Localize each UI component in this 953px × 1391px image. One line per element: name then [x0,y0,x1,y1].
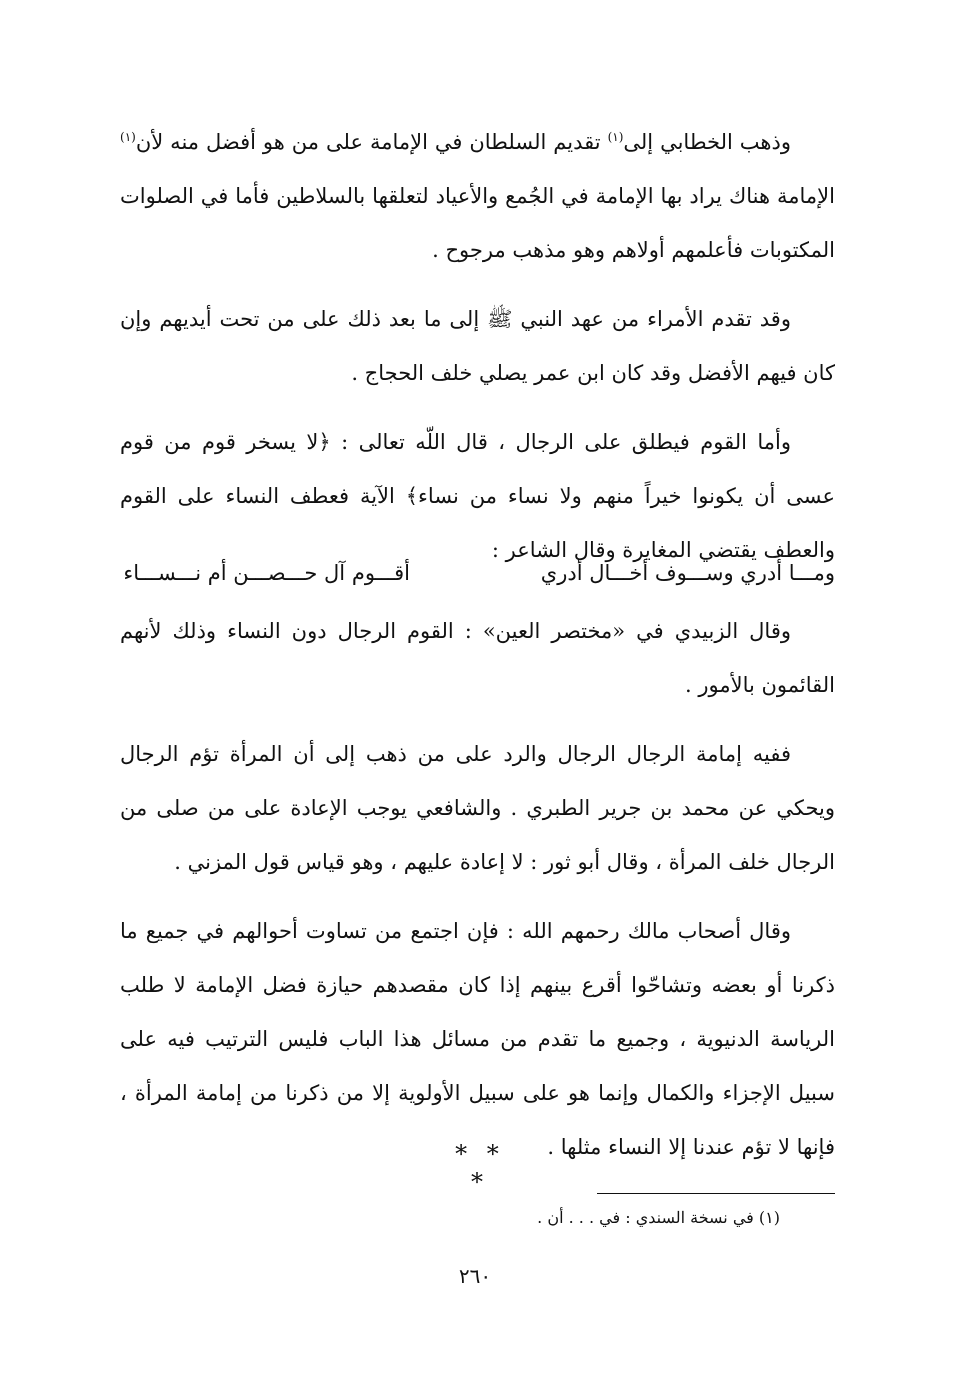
section-separator: * * * [455,1140,505,1196]
paragraph-3: وأما القوم فيطلق على الرجال ، قال اللّه تعالى : ﴿لا يسخر قوم من قوم عسى أن يكونوا خيراً منهم ولا نساء من نساء﴾ الآية فعطف النساء على القوم والعطف يقتضي المغايرة وقال الشاعر : [120,430,835,562]
poetry-verse [120,546,835,600]
verse-second-hemistich: أقـــوم آل حـــصـــن أم نـــســـاء [123,561,410,585]
paragraph-6: وقال أصحاب مالك رحمهم الله : فإن اجتمع من تساوت أحوالهم في جميع ما ذكرنا أو بعضه وتشاحّوا أقرع بينهم إذا كان مقصدهم حيازة فضل الإمامة لا طلب الرياسة الدنيوية ، وجميع ما تقدم من مسائل هذا الباب فليس الترتيب فيه على سبيل الإجزاء والكمال وإنما هو على سبيل الأولوية إلا من ذكرنا من إمامة المرأة ، فإنها لا تؤم عندنا إلا النساء مثلها . [120,919,835,1159]
text-block-lower [120,604,835,1174]
footnote: (١) في نسخة السندي : في . . . أن . [537,1208,780,1227]
paragraph-4: وقال الزبيدي في «مختصر العين» : القوم الرجال دون النساء وذلك لأنهم القائمون بالأمور . [120,619,835,697]
text-block-upper [120,115,835,577]
paragraph-1-end: الإمامة هناك يراد بها الإمامة في الجُمع والأعياد لتعلقها بالسلاطين فأما في الصلوات المكتوبات فأعلمهم أولاهم وهو مذهب مرجوح . [120,184,835,262]
paragraph-1-start: وذهب الخطابي إلى [623,130,791,154]
footnote-marker: (١) [120,130,136,144]
paragraph-5: ففيه إمامة الرجال الرجال والرد على من ذهب إلى أن المرأة تؤم الرجال ويحكي عن محمد بن جرير الطبري . والشافعي يوجب الإعادة على من صلى من الرجال خلف المرأة ، وقال أبو ثور : لا إعادة عليهم ، وهو قياس قول المزني . [120,742,835,874]
verse-first-hemistich: ومـــا أدري وســـوف أخـــال أدري [540,561,835,585]
paragraph-1-middle: تقديم السلطان في الإمامة على من هو أفضل منه لأن [135,130,608,154]
paragraph-1 [120,115,835,277]
paragraph-2: وقد تقدم الأمراء من عهد النبي ﷺ إلى ما بعد ذلك على من تحت أيديهم وإن كان فيهم الأفضل وقد كان ابن عمر يصلي خلف الحجاج . [120,307,835,385]
page-number: ٢٦٠ [458,1264,492,1288]
footnote-divider [597,1193,835,1194]
footnote-marker: (١) [607,130,624,144]
